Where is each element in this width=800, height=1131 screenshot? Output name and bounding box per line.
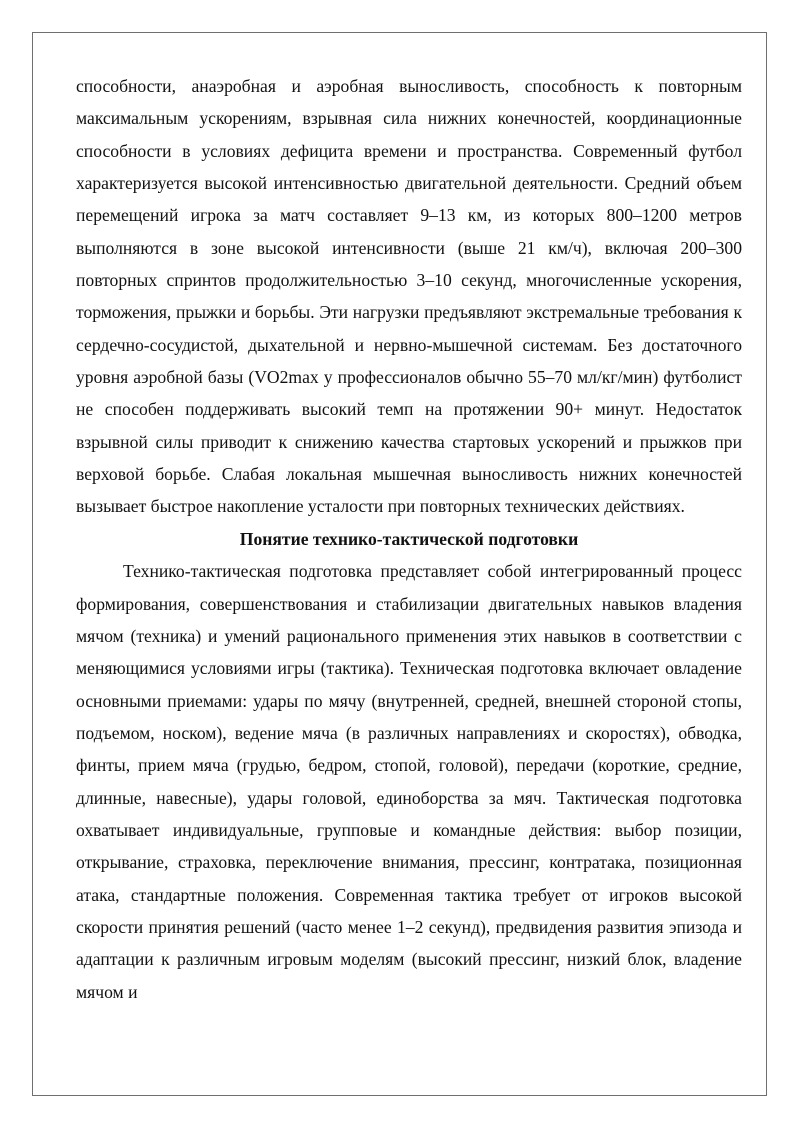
paragraph-continuation: способности, анаэробная и аэробная выносливость, способность к повторным максимальным ускорениям, взрывная сила нижних конечностей, координационные способности в условиях дефицита времени и пространства. Современный футбол характеризуется высокой интенсивностью двигательной деятельности. Средний объем перемещений игрока за матч составляет 9–13 км, из которых 800–1200 метров выполняются в зоне высокой интенсивности (выше 21 км/ч), включая 200–300 повторных спринтов продолжительностью 3–10 секунд, многочисленные ускорения, торможения, прыжки и борьбы. Эти нагрузки предъявляют экстремальные требования к сердечно-сосудистой, дыхательной и нервно-мышечной системам. Без достаточного уровня аэробной базы (VO2max у профессионалов обычно 55–70 мл/кг/мин) футболист не способен поддерживать высокий темп на протяжении 90+ минут. Недостаток взрывной силы приводит к снижению качества стартовых ускорений и прыжков при верховой борьбе. Слабая локальная мышечная выносливость нижних конечностей вызывает быстрое накопление усталости при повторных технических действиях. (76, 76, 742, 517)
paragraph-technical-tactical: Технико-тактическая подготовка представляет собой интегрированный процесс формирования, совершенствования и стабилизации двигательных навыков владения мячом (техника) и умений рационального применения этих навыков в соответствии с меняющимися условиями игры (тактика). Техническая подготовка включает овладение основными приемами: удары по мячу (внутренней, средней, внешней стороной стопы, подъемом, носком), ведение мяча (в различных направлениях и скоростях), обводка, финты, прием мяча (грудью, бедром, стопой, головой), передачи (короткие, средние, длинные, навесные), удары головой, единоборства за мяч. Тактическая подготовка охватывает индивидуальные, групповые и командные действия: выбор позиции, открывание, страховка, переключение внимания, прессинг, контратака, позиционная атака, стандартные положения. Современная тактика требует от игроков высокой скорости принятия решений (часто менее 1–2 секунд), предвидения развития эпизода и адаптации к различным игровым моделям (высокий прессинг, низкий блок, владение мячом и (76, 561, 742, 1002)
document-body (76, 70, 742, 1008)
section-heading: Понятие технико-тактической подготовки (239, 528, 579, 549)
